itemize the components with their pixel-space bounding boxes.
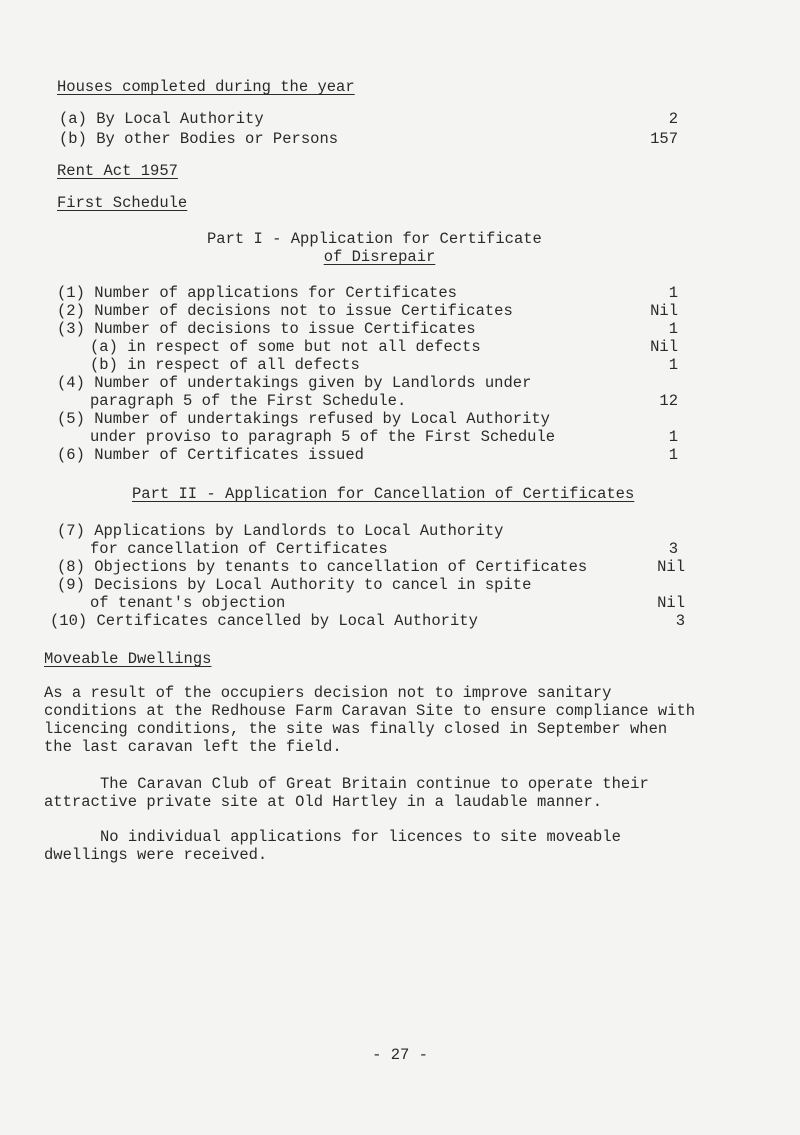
part2-item-8-label: (8) Objections by tenants to cancellation of Certificates bbox=[57, 558, 588, 576]
moveable-para3-line1: No individual applications for licences to site moveable bbox=[100, 828, 621, 846]
part1-item-5-cont-label: under proviso to paragraph 5 of the First Schedule bbox=[90, 428, 556, 446]
houses-item-b-value: 157 bbox=[650, 130, 678, 148]
part1-item-4-cont-label: paragraph 5 of the First Schedule. bbox=[90, 392, 407, 410]
part1-item-3b-label: (b) in respect of all defects bbox=[90, 356, 360, 374]
part1-item-5-value: 1 bbox=[668, 428, 678, 446]
part2-item-7-cont-label: for cancellation of Certificates bbox=[90, 540, 388, 558]
part2-item-9-label: (9) Decisions by Local Authority to cancel in spite bbox=[57, 576, 532, 594]
part1-item-1-value: 1 bbox=[668, 284, 678, 302]
part1-item-1-label: (1) Number of applications for Certificates bbox=[57, 284, 457, 302]
houses-item-a-label: (a) By Local Authority bbox=[59, 110, 264, 128]
moveable-para1-line3: licencing conditions, the site was finally closed in September when bbox=[44, 720, 668, 738]
part1-item-6-label: (6) Number of Certificates issued bbox=[57, 446, 364, 464]
moveable-para2-line2: attractive private site at Old Hartley in a laudable manner. bbox=[44, 793, 603, 811]
part1-item-6-value: 1 bbox=[668, 446, 678, 464]
part2-item-7-label: (7) Applications by Landlords to Local Authority bbox=[57, 522, 504, 540]
part1-item-3-value: 1 bbox=[668, 320, 678, 338]
part1-item-5-label: (5) Number of undertakings refused by Local Authority bbox=[57, 410, 550, 428]
part1-item-3-label: (3) Number of decisions to issue Certificates bbox=[57, 320, 476, 338]
moveable-para1-line1: As a result of the occupiers decision not to improve sanitary bbox=[44, 684, 612, 702]
part1-title: Part I - Application for Certificate bbox=[207, 230, 542, 248]
part2-item-9-cont-label: of tenant's objection bbox=[90, 594, 286, 612]
page-number: - 27 - bbox=[372, 1046, 428, 1064]
part2-item-7-value: 3 bbox=[668, 540, 678, 558]
part1-subtitle: of Disrepair bbox=[323, 248, 436, 266]
moveable-para1-line4: the last caravan left the field. bbox=[44, 738, 342, 756]
part2-item-9-value: Nil bbox=[657, 594, 685, 612]
part2-item-8-value: Nil bbox=[657, 558, 685, 576]
part1-item-3b-value: 1 bbox=[668, 356, 678, 374]
moveable-para2-line1: The Caravan Club of Great Britain continue to operate their bbox=[100, 775, 649, 793]
first-schedule-heading: First Schedule bbox=[57, 194, 188, 212]
part1-item-3a-value: Nil bbox=[650, 338, 678, 356]
moveable-para1-line2: conditions at the Redhouse Farm Caravan Site to ensure compliance with bbox=[44, 702, 696, 720]
part2-item-10-value: 3 bbox=[675, 612, 685, 630]
part1-item-3a-label: (a) in respect of some but not all defects bbox=[90, 338, 481, 356]
moveable-para3-line2: dwellings were received. bbox=[44, 846, 268, 864]
part1-item-4-label: (4) Number of undertakings given by Landlords under bbox=[57, 374, 532, 392]
houses-item-b-label: (b) By other Bodies or Persons bbox=[59, 130, 339, 148]
part1-item-4-value: 12 bbox=[659, 392, 678, 410]
part1-item-2-label: (2) Number of decisions not to issue Certificates bbox=[57, 302, 513, 320]
part2-title: Part II - Application for Cancellation of Certificates bbox=[132, 485, 635, 503]
part1-item-2-value: Nil bbox=[650, 302, 678, 320]
part2-item-10-label: (10) Certificates cancelled by Local Authority bbox=[50, 612, 478, 630]
rent-act-heading: Rent Act 1957 bbox=[57, 162, 178, 180]
moveable-heading: Moveable Dwellings bbox=[44, 650, 212, 668]
houses-heading: Houses completed during the year bbox=[57, 78, 355, 96]
houses-item-a-value: 2 bbox=[668, 110, 678, 128]
